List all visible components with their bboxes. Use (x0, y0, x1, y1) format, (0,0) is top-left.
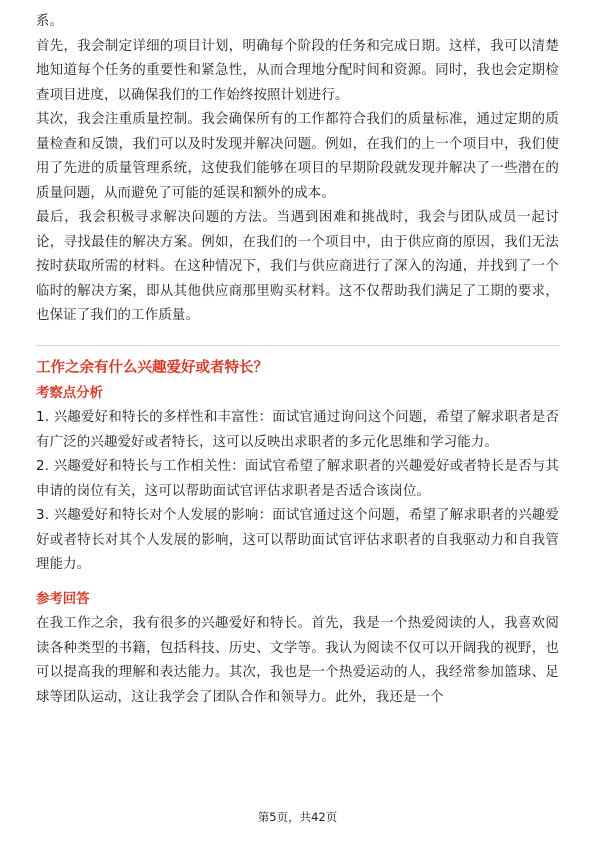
quality-paragraph: 其次，我会注重质量控制。我会确保所有的工作都符合我们的质量标准，通过定期的质量检查和反馈，我们可以及时发现并解决问题。例如，在我们的上一个项目中，我们使用了先进的质量管理系统，这使我们能够在项目的早期阶段就发现并解决了一些潜在的质量问题，从而避免了可能的延误和额外的成本。 (36, 112, 559, 201)
problem-solving-paragraph: 最后，我会积极寻求解决问题的方法。当遇到困难和挑战时，我会与团队成员一起讨论，寻找最佳的解决方案。例如，在我们的一个项目中，由于供应商的原因，我们无法按时获取所需的材料。在这种情况下，我们与供应商进行了深入的沟通，并找到了一个临时的解决方案，即从其他供应商那里购买材料。这不仅帮助我们满足了工期的要求，也保证了我们的工作质量。 (36, 210, 559, 323)
plan-paragraph: 首先，我会制定详细的项目计划，明确每个阶段的任务和完成日期。这样，我可以清楚地知道每个任务的重要性和紧急性，从而合理地分配时间和资源。同时，我也会定期检查项目进度，以确保我们的工作始终按照计划进行。 (36, 38, 559, 103)
page-content (36, 10, 559, 710)
analysis-point-2: 2. 兴趣爱好和特长与工作相关性：面试官希望了解求职者的兴趣爱好或者特长是否与其申请的岗位有关，这可以帮助面试官评估求职者是否适合该岗位。 (36, 459, 559, 499)
intro-fragment: 系。 (36, 14, 64, 29)
analysis-point-3: 3. 兴趣爱好和特长对个人发展的影响：面试官通过这个问题，希望了解求职者的兴趣爱好或者特长对其个人发展的影响，这可以帮助面试官评估求职者的自我驱动力和自我管理能力。 (36, 508, 559, 572)
section-divider (36, 345, 559, 346)
analysis-point-1: 1. 兴趣爱好和特长的多样性和丰富性：面试官通过询问这个问题，希望了解求职者是否有广泛的兴趣爱好或者特长，这可以反映出求职者的多元化思维和学习能力。 (36, 410, 559, 450)
page-footer: 第5页，共42页 (257, 810, 338, 824)
answer-paragraph: 在我工作之余，我有很多的兴趣爱好和特长。首先，我是一个热爱阅读的人，我喜欢阅读各种类型的书籍，包括科技、历史、文学等。我认为阅读不仅可以开阔我的视野，也可以提高我的理解和表达能力。其次，我也是一个热爱运动的人，我经常参加篮球、足球等团队运动，这让我学会了团队合作和领导力。此外，我还是一个 (36, 616, 559, 705)
answer-heading: 参考回答 (36, 591, 90, 607)
analysis-heading: 考察点分析 (36, 385, 103, 401)
question-title: 工作之余有什么兴趣爱好或者特长？ (36, 359, 268, 376)
